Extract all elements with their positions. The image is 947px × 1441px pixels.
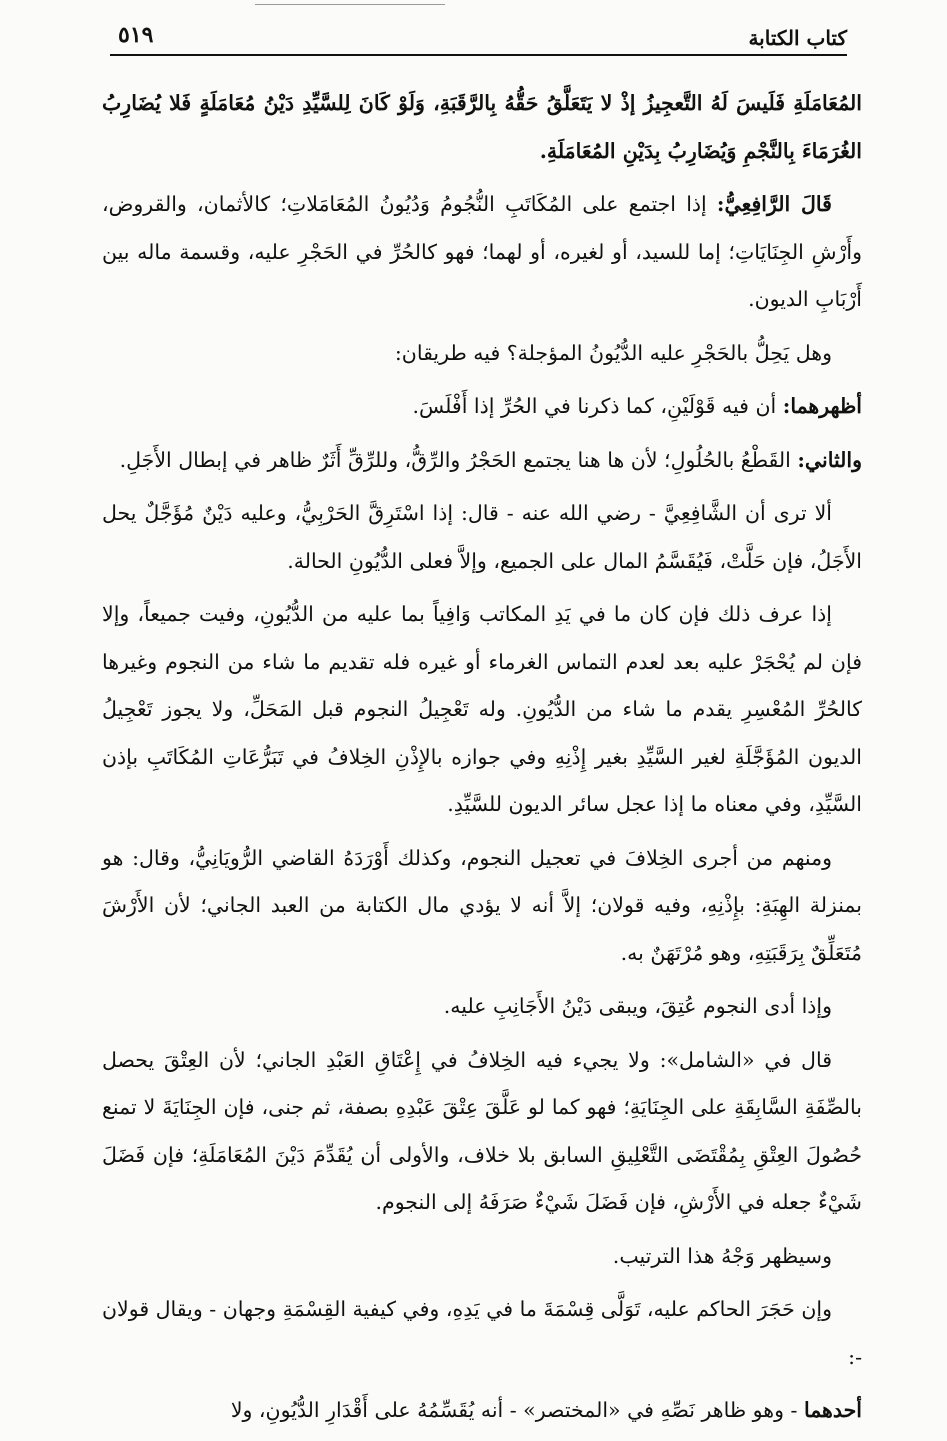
page-body [102, 80, 862, 1441]
top-scan-line [255, 4, 445, 5]
paragraph [102, 1233, 862, 1281]
paragraph-lead: قَالَ الرَّافِعِيُّ: [716, 192, 832, 216]
paragraph [102, 1037, 862, 1227]
paragraph [102, 591, 862, 829]
paragraph [102, 383, 862, 431]
paragraph-lead: أحدهما [803, 1398, 862, 1422]
paragraph [102, 80, 862, 175]
paragraph-text: وإذا أدى النجوم عُتِقَ، ويبقى دَيْنُ الأَجَانِبِ عليه. [443, 994, 832, 1018]
paragraph-text: قال في «الشامل»: ولا يجيء فيه الخِلافُ في إِعْتَاقِ العَبْدِ الجاني؛ لأن العِتْقَ يحصل بالصِّفَةِ السَّابِقَةِ على الجِنَايَةِ؛ فهو كما لو عَلَّقَ عِتْقَ عَبْدِهِ بصفة، ثم جنى، فإن الجِنَايَةَ لا تمنع حُصُولَ العِتْقِ بِمُقْتَضَى التَّعْلِيقِ السابق بلا خلاف، والأولى أن يُقَدِّمَ دَيْنَ المُعَامَلَةِ؛ فإن فَضَلَ شَيْءٌ جعله في الأَرْشِ، فإن فَضَلَ شَيْءٌ صَرَفَهُ إلى النجوم. [102, 1047, 862, 1214]
paragraph [102, 1286, 862, 1381]
page-number: ٥١٩ [118, 22, 154, 48]
paragraph-text: إذا اجتمع على المُكَاتَبِ النُّجُومُ وَدُيُونُ المُعَامَلاتِ؛ كالأثمان، والقروض، وأَرْشِ الجِنَايَاتِ؛ إما للسيد، أو لغيره، أو لهما؛ فهو كالحُرِّ في الحَجْرِ عليه، وقسمة ماله بين أَرْبَابِ الديون. [102, 192, 862, 311]
paragraph-text: ألا ترى أن الشَّافِعِيَّ - رضي الله عنه - قال: إذا اسْتَرِقَّ الحَرْبِيُّ، وعليه دَيْنٌ مُؤَجَّلٌ يحل الأَجَلُ، فإن حَلَّتْ، فَيُقَسَّمُ المال على الجميع، وإلاَّ فعلى الدُّيُونِ الحالة. [102, 501, 862, 573]
paragraph-text: القَطْعُ بالحُلُولِ؛ لأن ها هنا يجتمع الحَجْرُ والرِّقُّ، وللرِّقِّ أَثَرٌ ظاهر في إبطال الأَجَلِ. [119, 447, 791, 472]
running-title: كتاب الكتابة [748, 26, 847, 50]
paragraph [102, 181, 862, 324]
paragraph [102, 437, 862, 485]
paragraph-text: أن فيه قَوْلَيْنِ، كما ذكرنا في الحُرِّ إذا أَفْلَسَ. [412, 394, 777, 418]
paragraph-text: إذا عرف ذلك فإن كان ما في يَدِ المكاتب وَافِياً بما عليه من الدُّيُونِ، وفيت جميعاً، وإلا فإن لم يُحْجَرْ عليه بعد لعدم التماس الغرماء أو غيره فله تقديم ما شاء من النجوم وغيرها كالحُرِّ المُعْسِرِ يقدم ما شاء من الدُّيُونِ. وله تَعْجِيلُ النجوم قبل المَحَلِّ، ولا يجوز تَعْجِيلُ الديون المُؤَجَّلَةِ لغير السَّيِّدِ بغير إِذْنِهِ وفي جوازه بالإِذْنِ الخِلافُ في تَبَرُّعَاتِ المُكَاتَبِ بإذن السَّيِّدِ، وفي معناه ما إذا عجل سائر الديون للسَّيِّدِ. [102, 602, 862, 816]
paragraph-text: - وهو ظاهر نَصِّهِ في «المختصر» - أنه يُقَسِّمُهُ على أَقْدَارِ الدُّيُونِ، ولا [230, 1398, 798, 1422]
paragraph-lead: أظهرهما: [782, 394, 862, 418]
paragraph [102, 983, 862, 1031]
paragraph [102, 835, 862, 978]
paragraph-text: وإن حَجَرَ الحاكم عليه، تَوَلَّى قِسْمَةَ ما في يَدِهِ، وفي كيفية القِسْمَةِ وجهان - ويقال قولان -: [102, 1297, 862, 1369]
paragraph-text: وسيظهر وَجْهُ هذا الترتيب. [612, 1243, 832, 1268]
paragraph-lead: والثاني: [797, 447, 862, 472]
paragraph [102, 330, 862, 378]
paragraph-text: المُعَامَلَةِ فَلَيسَ لَهُ التَّعجِيزُ إذْ لا يَتَعَلَّقُ حَقُّهُ بِالرَّقَبَةِ، وَلَوْ كَانَ لِلسَّيِّدِ دَيْنُ مُعَامَلَةٍ فَلا يُضَارِبُ الغُرَمَاءَ بِالنَّجْمِ وَيُضَارِبُ بِدَيْنِ المُعَامَلَةِ. [102, 91, 862, 163]
page-header [110, 18, 847, 56]
paragraph-text: وهل يَحِلُّ بالحَجْرِ عليه الدُّيُونُ المؤجلة؟ فيه طريقان: [394, 340, 832, 365]
paragraph [102, 1387, 862, 1435]
paragraph [102, 490, 862, 585]
paragraph-text: ومنهم من أجرى الخِلافَ في تعجيل النجوم، وكذلك أَوْرَدَهُ القاضي الرُّويَانِيُّ، وقال: هو بمنزلة الهِبَةِ: بإِذْنِهِ، وفيه قولان؛ إلاَّ أنه لا يؤدي مال الكتابة من العبد الجاني؛ لأن الأَرْشَ مُتَعَلِّقٌ بِرَقَبَتِهِ، وهو مُرْتَهَنٌ به. [102, 845, 862, 965]
